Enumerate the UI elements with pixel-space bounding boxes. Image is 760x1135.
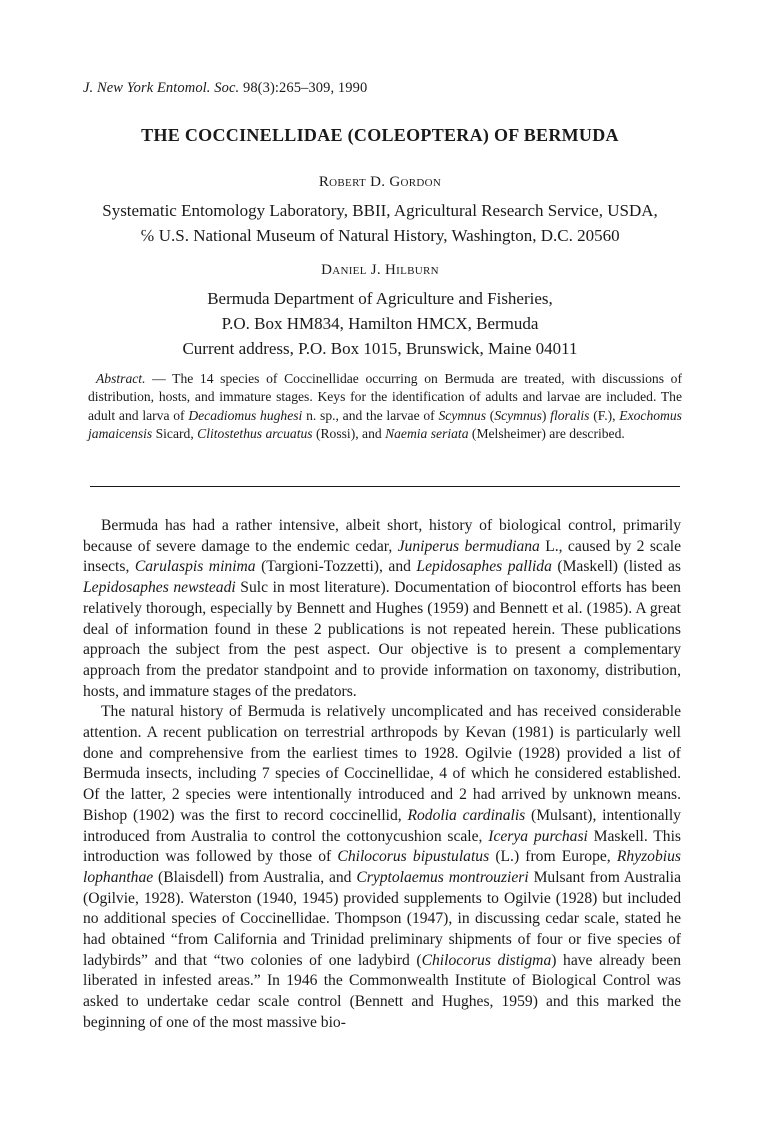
text-run: ) have already been liberated in infested areas.” In 1946 the Commonwealth Institute of Biological Control was asked to undertake cedar scale control (Bennett and Hughes, 1959) and this marked the beginning of one of the most massive bio- <box>83 951 681 1031</box>
taxon-name: Juniperus bermudiana <box>397 537 540 555</box>
taxon-name: Icerya purchasi <box>488 827 588 845</box>
taxon-name: Rodolia cardinalis <box>407 806 526 824</box>
text-run: n. sp., and the larvae of <box>302 407 439 423</box>
taxon-name: Scymnus <box>494 407 542 423</box>
journal-citation <box>83 80 367 97</box>
journal-name: J. New York Entomol. Soc. <box>83 80 240 96</box>
taxon-name: Clitostethus arcuatus <box>197 426 313 442</box>
taxon-name: Lepidosaphes pallida <box>416 558 552 576</box>
taxon-name: Chilocorus bipustulatus <box>337 848 490 866</box>
text-run: (Melsheimer) are described. <box>468 426 625 442</box>
text-run: (Rossi), and <box>312 426 386 442</box>
text-run: Sicard, <box>152 426 198 442</box>
text-run: (F.), <box>589 407 620 423</box>
affiliation-line: Current address, P.O. Box 1015, Brunswick, Maine 04011 <box>182 339 578 358</box>
text-run: L., caused by 2 scale insects, <box>83 537 681 576</box>
text-run: The natural history of Bermuda is relatively uncomplicated and has received considerable attention. A recent publication on terrestrial arthropods by Kevan (1981) is particularly well done and comprehensive from the earliest times to 1928. Ogilvie (1928) provided a list of Bermuda insects, including 7 species of Coccinellidae, 4 of which he considered established. Of the latter, 2 species were intentionally introduced and 2 had arrived by unknown means. Bishop (1902) was the first to record coccinellid, <box>83 703 681 824</box>
text-run: (Mulsant), intentionally introduced from Australia to control the cottonycushion scale, <box>83 806 681 845</box>
abstract <box>88 370 682 444</box>
affiliation-line: Bermuda Department of Agriculture and Fisheries, <box>207 289 553 308</box>
text-run: Maskell. This introduction was followed by those of <box>83 827 681 866</box>
text-run: — The 14 species of Coccinellidae occurring on Bermuda are treated, with discussions of distribution, hosts, and immature stages. Keys for the identification of adults and larvae are included. The adult and larva of <box>88 371 682 423</box>
taxon-name: Decadiomus hughesi <box>188 407 303 423</box>
volume-pages: 98(3):265–309, 1990 <box>242 80 368 96</box>
affiliation-line: P.O. Box HM834, Hamilton HMCX, Bermuda <box>221 314 539 333</box>
text-run: (Maskell) (listed as <box>551 558 681 576</box>
body-text <box>83 516 681 1034</box>
text-run: ( <box>486 407 495 423</box>
affiliation-line: Systematic Entomology Laboratory, BBII, Agricultural Research Service, USDA, <box>102 201 658 220</box>
text-run: (Blaisdell) from Australia, and <box>153 868 357 886</box>
author-affiliation <box>0 286 760 361</box>
body-paragraph <box>83 702 681 1033</box>
author-name: Robert D. Gordon <box>318 174 442 190</box>
abstract-label: Abstract. <box>96 371 146 386</box>
taxon-name: Exochomus jamaicensis <box>88 407 682 442</box>
affiliation-line: ℅ U.S. National Museum of Natural History, Washington, D.C. 20560 <box>140 226 620 245</box>
article-title: THE COCCINELLIDAE (COLEOPTERA) OF BERMUDA <box>141 125 619 145</box>
text-run: ) <box>541 407 551 423</box>
author-name: Daniel J. Hilburn <box>321 262 439 278</box>
section-divider <box>90 486 680 487</box>
taxon-name: Cryptolaemus montrouzieri <box>356 868 529 886</box>
taxon-name: Rhyzobius lophanthae <box>83 848 681 886</box>
author-affiliation <box>0 198 760 248</box>
taxon-name: Naemia seriata <box>385 426 469 442</box>
taxon-name: Carulaspis minima <box>134 558 256 576</box>
taxon-name: Lepidosaphes newsteadi <box>83 579 236 597</box>
body-paragraph <box>83 516 681 702</box>
taxon-name: Scymnus <box>438 407 487 423</box>
text-run: Sulc in most literature). Documentation of biocontrol efforts has been relatively thorough, especially by Bennett and Hughes (1959) and Bennett et al. (1985). A great deal of information found in these 2 publications is not repeated herein. These publications approach the subject from the pest aspect. Our objective is to present a complementary approach from the predator standpoint and to provide information on taxonomy, distribution, hosts, and immature stages of the predators. <box>83 579 681 700</box>
taxon-name: Chilocorus distigma <box>421 951 552 969</box>
abstract-text <box>88 371 682 441</box>
taxon-name: floralis <box>550 407 590 423</box>
text-run: (L.) from Europe, <box>489 848 617 866</box>
text-run: Mulsant from Australia (Ogilvie, 1928). Waterston (1940, 1945) provided supplements to Ogilvie (1928) but included no additional species of Coccinellidae. Thompson (1947), in discussing cedar scale, stated he had obtained “from California and Trinidad preliminary shipments of four or five species of ladybirds” and that “two colonies of one ladybird ( <box>83 868 682 969</box>
text-run: Bermuda has had a rather intensive, albeit short, history of biological control, primarily because of severe damage to the endemic cedar, <box>83 517 681 555</box>
text-run: (Targioni-Tozzetti), and <box>255 558 417 576</box>
